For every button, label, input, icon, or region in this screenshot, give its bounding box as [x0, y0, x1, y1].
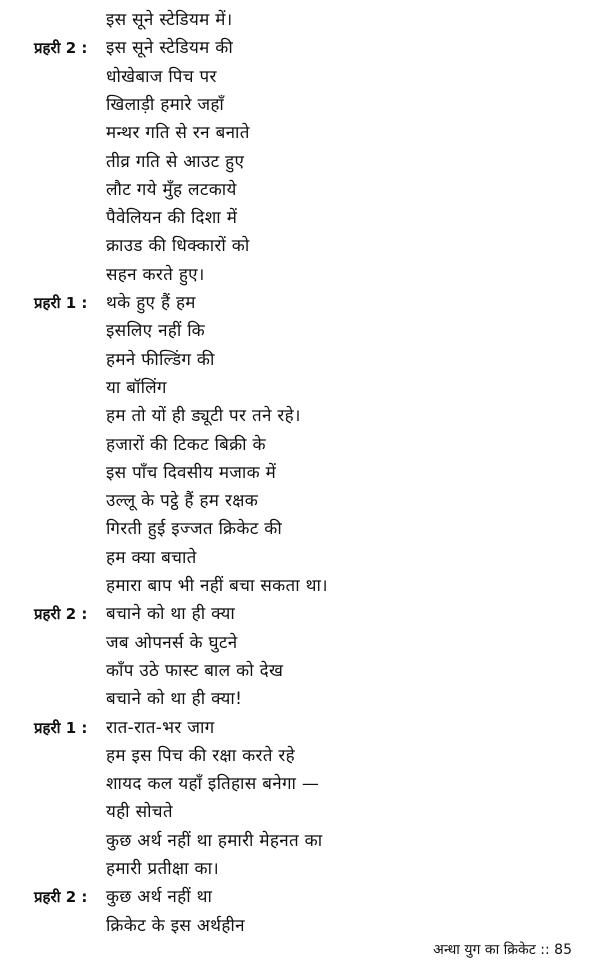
verse-text: बचाने को था ही क्या! — [106, 689, 243, 710]
verse-text: यही सोचते — [106, 802, 173, 823]
verse-text: पैवेलियन की दिशा में — [106, 208, 238, 229]
verse-text: या बॉलिंग — [106, 377, 167, 398]
verse-text: हजारों की टिकट बिक्री के — [106, 434, 266, 455]
verse-text: इस सूने स्टेडियम की — [106, 38, 234, 59]
verse-text: रात-रात-भर जाग — [106, 717, 215, 738]
verse-text: कुछ अर्थ नहीं था — [106, 887, 213, 908]
verse-text: क्राउड की धिक्कारों को — [106, 236, 250, 257]
verse-text: हम तो यों ही ड्यूटी पर तने रहे। — [106, 406, 301, 427]
page-footer: अन्धा युग का क्रिकेट :: 85 — [433, 942, 572, 958]
verse-text: हम इस पिच की रक्षा करते रहे — [106, 745, 295, 766]
verse-text: उल्लू के पट्ठे हैं हम रक्षक — [106, 491, 259, 512]
verse-text: शायद कल यहाँ इतिहास बनेगा — — [106, 774, 320, 795]
verse-text: हमारी प्रतीक्षा का। — [106, 859, 220, 879]
verse-text: तीव्र गति से आउट हुए — [106, 151, 245, 172]
speaker-label: प्रहरी 1 : — [34, 718, 88, 737]
verse-text: इस सूने स्टेडियम में। — [106, 10, 233, 30]
verse-text: बचाने को था ही क्या — [106, 604, 236, 625]
verse-text: हम क्या बचाते — [106, 547, 197, 568]
verse-text: जब ओपनर्स के घुटने — [106, 632, 238, 653]
verse-text: थके हुए हैं हम — [106, 293, 196, 313]
verse-text: गिरती हुई इज्जत क्रिकेट की — [106, 519, 283, 540]
verse-text: काँप उठे फास्ट बाल को देख — [106, 660, 284, 681]
verse-text: लौट गये मुँह लटकाये — [106, 179, 237, 200]
verse-text: हमारा बाप भी नहीं बचा सकता था। — [106, 576, 328, 596]
speaker-label: प्रहरी 2 : — [34, 888, 88, 907]
speaker-label: प्रहरी 2 : — [34, 605, 88, 624]
verse-text: खिलाड़ी हमारे जहाँ — [106, 94, 225, 115]
verse-text: सहन करते हुए। — [106, 264, 205, 285]
speaker-label: प्रहरी 2 : — [34, 39, 88, 58]
speaker-label: प्रहरी 1 : — [34, 294, 88, 312]
verse-text: हमने फील्डिंग की — [106, 349, 215, 370]
verse-text: धोखेबाज पिच पर — [106, 66, 217, 87]
verse-text: क्रिकेट के इस अर्थहीन — [106, 915, 245, 936]
verse-text: मन्थर गति से रन बनाते — [106, 123, 250, 144]
verse-text: इस पाँच दिवसीय मजाक में — [106, 462, 277, 483]
verse-text: कुछ अर्थ नहीं था हमारी मेहनत का — [106, 830, 323, 851]
verse-text: इसलिए नहीं कि — [106, 321, 206, 342]
